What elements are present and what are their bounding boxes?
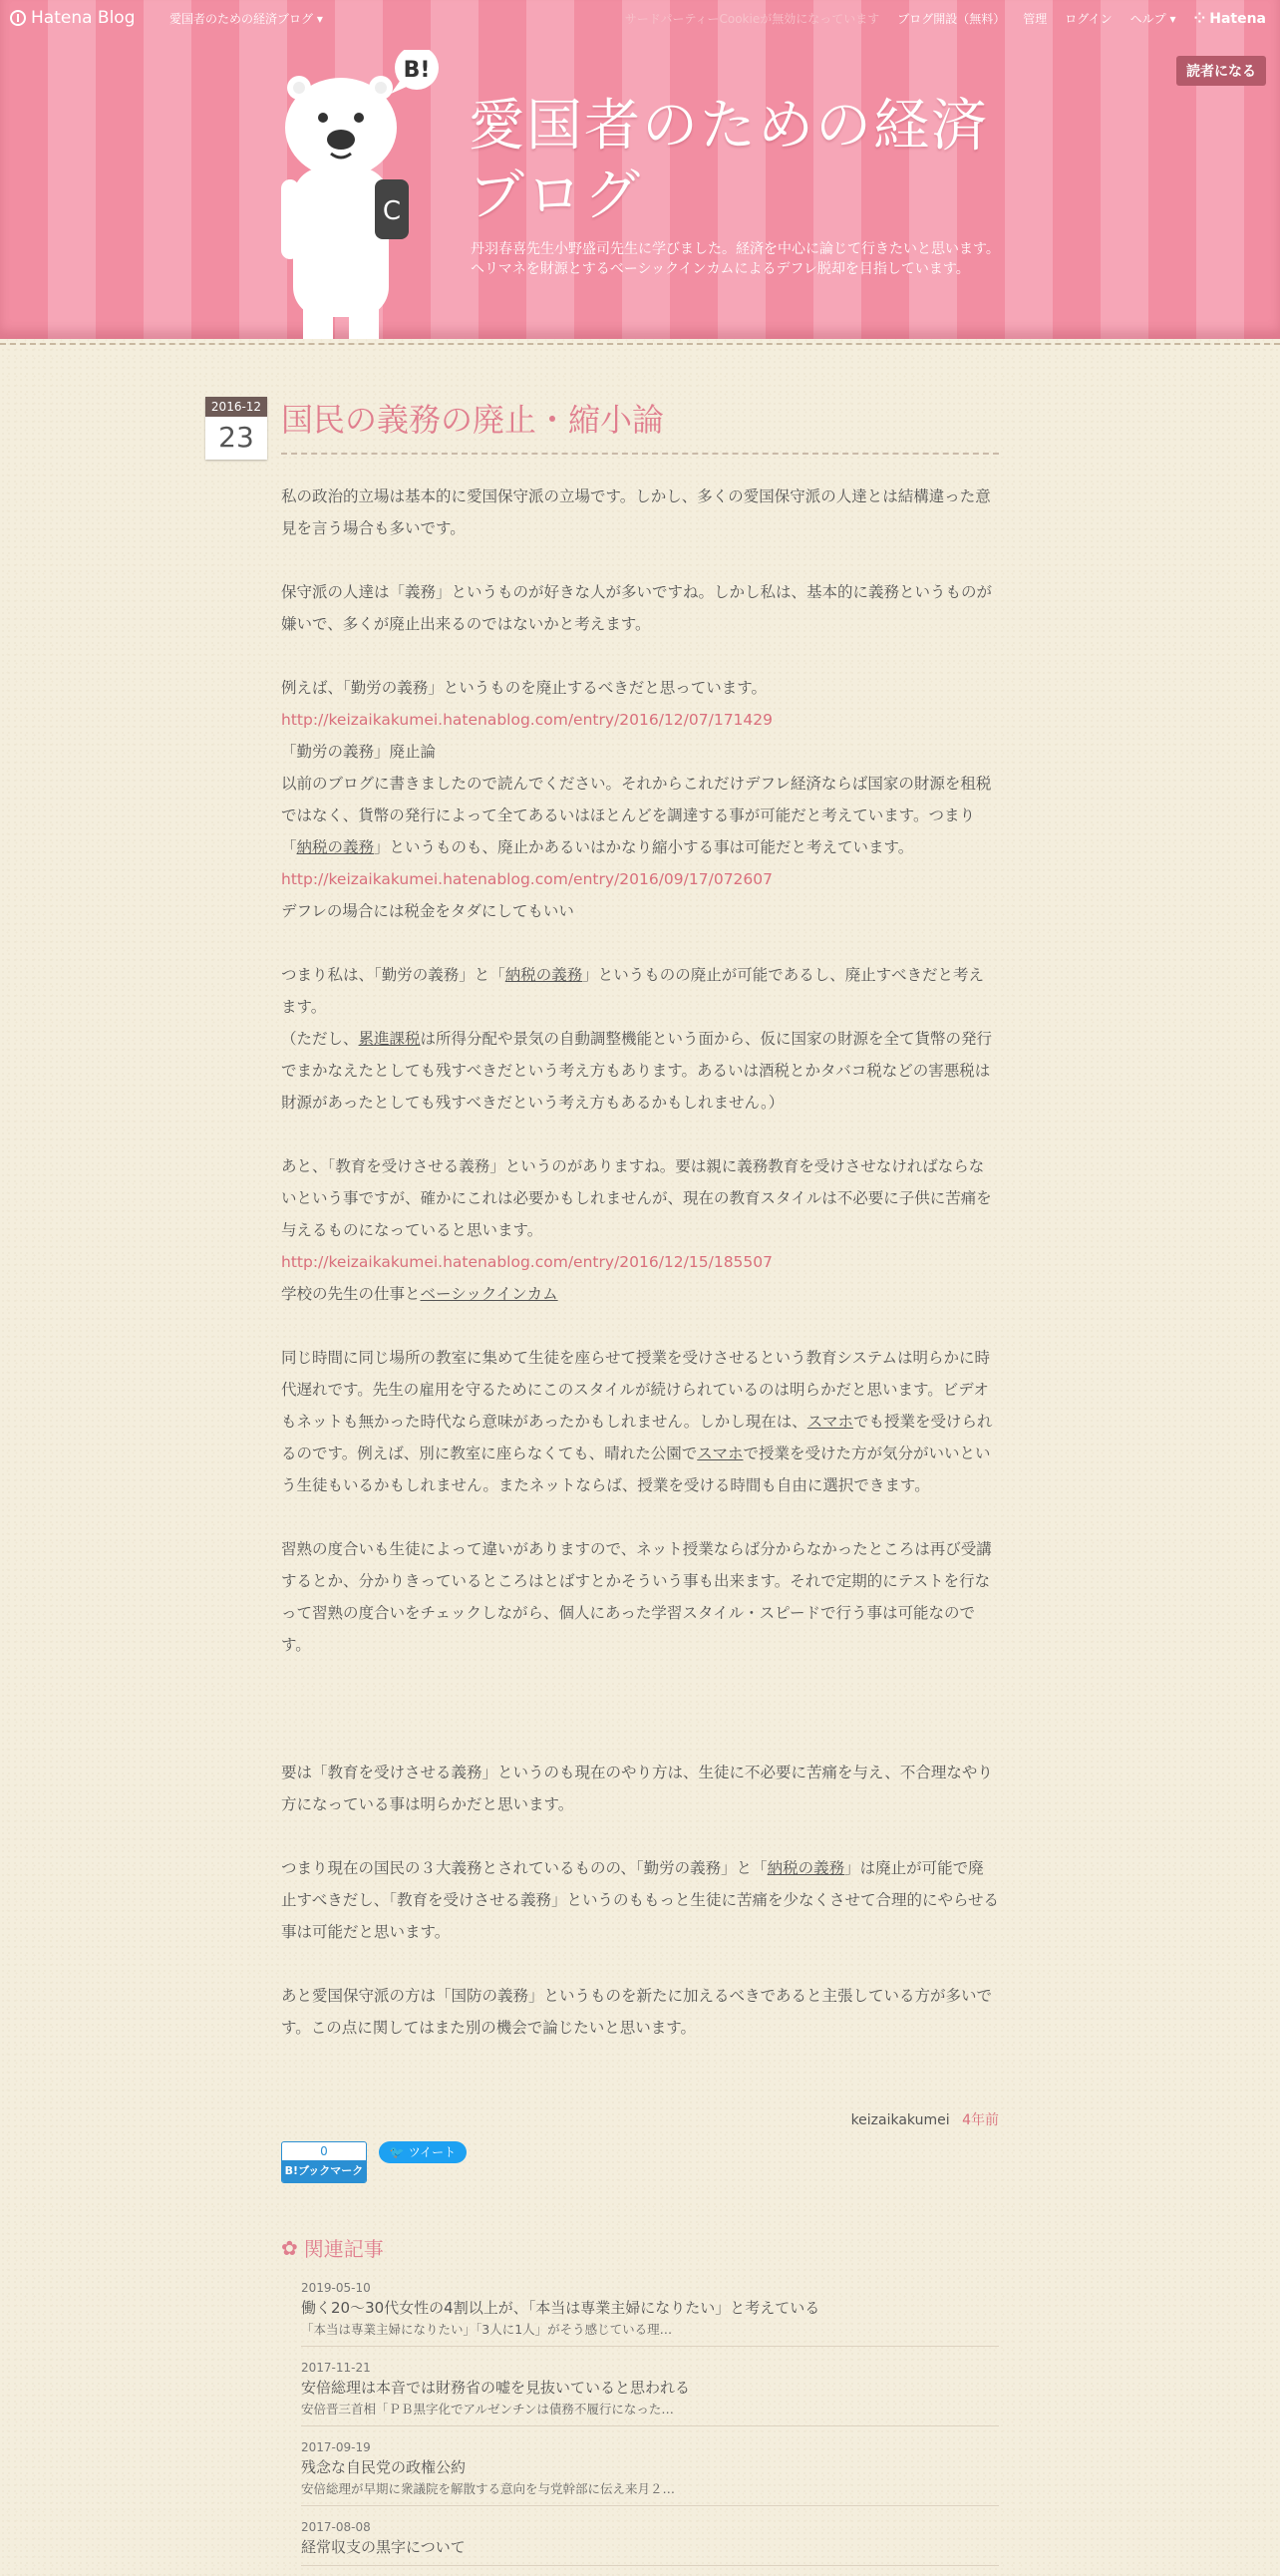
blog-header	[0, 0, 1280, 339]
cookie-notice[interactable]: サードパーティーCookieが無効になっています	[624, 12, 880, 26]
related-date: 2019-05-10	[301, 2281, 371, 2295]
paragraph: 以前のブログに書きましたので読んでください。それからこれだけデフレ経済ならば国家の財源を租税ではなく、貨幣の発行によって全てあるいはほとんどを調達する事が可能だと考えています。つまり「納税の義務」というものも、廃止かあるいはかなり縮小する事は可能だと考えています。	[281, 775, 992, 856]
twitter-bird-icon: 🐦	[389, 2145, 405, 2159]
open-blog-link[interactable]: ブログ開設（無料）	[897, 12, 1006, 26]
related-item[interactable]	[301, 2277, 999, 2347]
paragraph: 同じ時間に同じ場所の教室に集めて生徒を座らせて授業を受けさせるという教育システムは明らかに時代遅れです。先生の雇用を守るためにこのスタイルが続けられているのは明らかだと思います。ビデオもネットも無かった時代なら意味があったかもしれません。しかし現在は、スマホでも授業を受けられるのです。例えば、別に教室に座らなくても、晴れた公園でスマホで授業を受けた方が気分がいいという生徒もいるかもしれません。またネットならば、授業を受ける時間も自由に選択できます。	[281, 1349, 993, 1494]
hatena-dots-icon: ⁘	[1193, 10, 1206, 27]
related-date: 2017-09-19	[301, 2440, 371, 2454]
bookmark-label: B!ブックマーク	[282, 2160, 366, 2182]
subscribe-button[interactable]: 読者になる	[1176, 56, 1266, 86]
entry-date[interactable]	[205, 397, 267, 460]
tweet-label: ツイート	[408, 2145, 457, 2159]
entry-content	[281, 481, 999, 2044]
paragraph: （ただし、累進課税は所得分配や景気の自動調整機能という面から、仮に国家の財源を全て貨幣の発行でまかなえたとしても残すべきだという考え方もあります。あるいは酒税とかタバコ税などの害悪税は財源があったとしても残すべきだという考え方もあるかもしれません。）	[281, 1030, 993, 1112]
paragraph: つまり私は、「勤労の義務」と「納税の義務」というものの廃止が可能であるし、廃止すべきだと考えます。	[281, 966, 984, 1016]
bookmark-count: 0	[320, 2144, 328, 2158]
keyword-link[interactable]: スマホ	[806, 1413, 853, 1431]
keyword-link[interactable]: 累進課税	[358, 1030, 421, 1048]
related-title[interactable]: 働く20～30代女性の4割以上が、「本当は専業主婦になりたい」と考えている	[301, 2299, 820, 2317]
paragraph: つまり現在の国民の３大義務とされているものの、「勤労の義務」と「納税の義務」は廃止が可能で廃止すべきだし、「教育を受けさせる義務」というのももっと生徒に苦痛を少なくさせて合理的にやらせる事は可能だと思います。	[281, 1859, 999, 1941]
related-snippet: 安倍晋三首相「ＰＢ黒字化でアルゼンチンは債務不履行になった…	[301, 2402, 674, 2416]
global-header	[0, 0, 1280, 36]
link-title: デフレの場合には税金をタダにしてもいい	[281, 902, 574, 920]
paragraph: 習熟の度合いも生徒によって違いがありますので、ネット授業ならば分からなかったところは再び受講するとか、分かりきっているところはとばすとかそういう事も出来ます。それで定期的にテストを行なって習熟の度合いをチェックしながら、個人にあった学習スタイル・スピードで行う事は可能なのです。	[281, 1540, 992, 1654]
keyword-link[interactable]: 納税の義務	[504, 966, 583, 984]
polar-bear-icon	[279, 50, 459, 339]
blog-description: 丹羽春喜先生小野盛司先生に学びました。経済を中心に論じて行きたいと思います。ヘリマネを財源とするベーシックインカムによるデフレ脱却を目指しています。	[471, 241, 1000, 277]
related-snippet: 「本当は専業主婦になりたい」「3人に1人」がそう感じている理…	[301, 2322, 673, 2337]
related-date: 2017-11-21	[301, 2361, 371, 2375]
help-menu[interactable]: ヘルプ ▾	[1129, 12, 1176, 26]
keyword-link[interactable]: ベーシックインカム	[420, 1285, 558, 1303]
paragraph: あと愛国保守派の方は「国防の義務」というものを新たに加えるべきであると主張している方が多いです。この点に関してはまた別の機会で論じたいと思います。	[281, 1987, 993, 2037]
paragraph: あと、「教育を受けさせる義務」というのがありますね。要は親に義務教育を受けさせなければならないという事ですが、確かにこれは必要かもしれませんが、現在の教育スタイルは不必要に子供に苦痛を与えるものになっていると思います。	[281, 1157, 992, 1239]
entry-title[interactable]: 国民の義務の廃止・縮小論	[281, 395, 999, 455]
keyword-link[interactable]: 納税の義務	[767, 1859, 845, 1877]
entry-link[interactable]: http://keizaikakumei.hatenablog.com/entry/2016/09/17/072607	[281, 870, 773, 888]
logo-text: Hatena Blog	[31, 8, 136, 28]
hatena-blog-logo[interactable]	[10, 8, 136, 28]
entry-link[interactable]: http://keizaikakumei.hatenablog.com/entry/2016/12/07/171429	[281, 711, 773, 729]
author-link[interactable]: keizaikakumei	[850, 2112, 950, 2128]
tweet-button[interactable]	[379, 2141, 467, 2163]
related-item[interactable]	[301, 2436, 999, 2506]
blog-menu[interactable]: 愛国者のための経済ブログ ▾	[169, 12, 323, 26]
flower-icon: ✿	[281, 2235, 298, 2260]
related-item[interactable]	[301, 2357, 999, 2426]
hatena-label: Hatena	[1209, 10, 1266, 27]
paragraph: 要は「教育を受けさせる義務」というのも現在のやり方は、生徒に不必要に苦痛を与え、不合理なやり方になっている事は明らかだと思います。	[281, 1764, 993, 1813]
paragraph: 保守派の人達は「義務」というものが好きな人が多いですね。しかし私は、基本的に義務というものが嫌いで、多くが廃止出来るのではないかと考えます。	[281, 583, 993, 633]
entry-footer	[281, 2109, 999, 2129]
header-divider	[0, 343, 1280, 345]
entry-date-day: 23	[205, 417, 267, 460]
related-articles-heading: ✿ 関連記事	[281, 2235, 384, 2261]
global-nav	[625, 10, 1266, 27]
entry-date-month: 2016-12	[205, 397, 267, 417]
related-title[interactable]: 安倍総理は本音では財務省の嘘を見抜いていると思われる	[301, 2379, 691, 2397]
svg-text:C: C	[382, 196, 402, 226]
hatena-bookmark-button[interactable]	[281, 2141, 367, 2183]
login-link[interactable]: ログイン	[1065, 12, 1113, 26]
paragraph: 私の政治的立場は基本的に愛国保守派の立場です。しかし、多くの愛国保守派の人達とは結構違った意見を言う場合も多いです。	[281, 487, 991, 537]
blog-title[interactable]: 愛国者のための経済ブログ	[469, 94, 989, 228]
admin-link[interactable]: 管理	[1023, 12, 1048, 26]
related-snippet: 安倍総理が早期に衆議院を解散する意向を与党幹部に伝え来月２…	[301, 2481, 676, 2496]
svg-text:B!: B!	[403, 58, 431, 83]
keyword-link[interactable]: 納税の義務	[296, 838, 375, 856]
related-title[interactable]: 経常収支の黒字について	[301, 2538, 466, 2556]
link-title: 学校の先生の仕事とベーシックインカム	[281, 1285, 558, 1303]
entry-time-ago[interactable]: 4年前	[962, 2112, 999, 2128]
keyword-link[interactable]: スマホ	[697, 1445, 744, 1462]
entry-link[interactable]: http://keizaikakumei.hatenablog.com/entry/2016/12/15/185507	[281, 1253, 773, 1271]
link-title: 「勤労の義務」廃止論	[281, 743, 437, 761]
hatena-logo-icon	[10, 10, 26, 26]
related-title[interactable]: 残念な自民党の政権公約	[301, 2458, 467, 2476]
hatena-link[interactable]	[1194, 11, 1267, 27]
related-date: 2017-08-08	[301, 2520, 371, 2534]
paragraph: 例えば、「勤労の義務」というものを廃止するべきだと思っています。	[281, 679, 768, 697]
related-item[interactable]	[301, 2516, 999, 2566]
related-articles-list	[301, 2277, 999, 2576]
